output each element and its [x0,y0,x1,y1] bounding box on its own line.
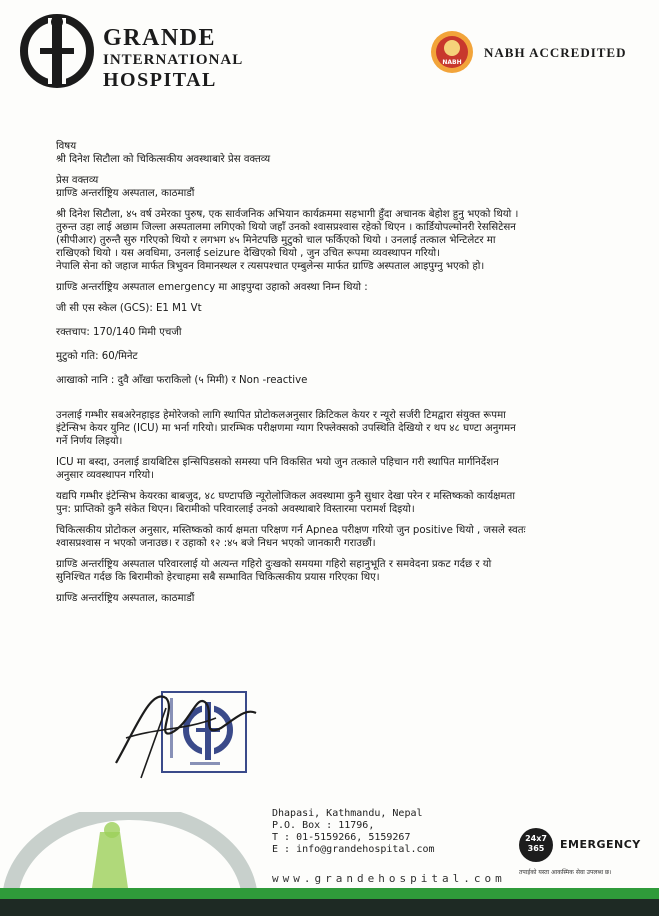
paragraph-2: ग्राण्डि अन्तर्राष्ट्रिय अस्पताल emergency मा आइपुग्दा उहाको अवस्था निम्न थियो : [56,282,368,293]
paragraph-line: यद्यपि गम्भीर इंटेन्सिभ केयरका बाबजुद, ४८ घण्टापछि न्यूरोलोजिकल अवस्थामा कुनै सुधार देखा परेन र मस्तिष्कको कार्यक्षमता [56,491,515,502]
heart-rate-line: मुटुको गति: 60/मिनेट [56,351,138,362]
paragraph-1 [56,208,616,273]
paragraph-7 [56,558,616,584]
paragraph-line: चिकित्सकीय प्रोटोकल अनुसार, मस्तिष्कको कार्य क्षमता परिक्षण गर्न Apnea परीक्षण गरियो जुन positive थियो , जसले स्वतः [56,525,526,536]
brand-line-3: HOSPITAL [103,69,217,91]
brand-line-1: GRANDE [103,25,217,51]
paragraph-line: अनुसार व्यवस्थापन गरियो। [56,470,154,481]
issuer-line: ग्राण्डि अन्तर्राष्ट्रिय अस्पताल, काठमाडौं [56,188,195,199]
paragraph-line: नेपालि सेना को जहाज मार्फत त्रिभुवन विमानस्थल र त्यसपश्चात एम्बुलेन्स मार्फत ग्राण्डि अस्पताल आइपुग्नु भएको हो। [56,261,485,272]
address-line: Dhapasi, Kathmandu, Nepal [272,808,423,819]
footer-address-block [272,808,435,856]
footer-green-band [0,888,659,899]
letter-body [56,140,616,613]
phone-line: T : 01-5159266, 5159267 [272,832,411,843]
website-link[interactable]: www.grandehospital.com [272,872,506,885]
paragraph-line: राखिएको थियो । यस अवधिमा, उनलाई seizure देखिएको थियो , जुन उचित रूपमा व्यवस्थापन गरियो। [56,248,441,259]
badge-top-text: 24x7 [525,834,547,843]
emergency-label: EMERGENCY [560,838,641,851]
badge-bottom-text: 365 [527,844,545,853]
bp-line: रक्तचाप: 170/140 मिमी एचजी [56,327,182,338]
gcs-line: जी सी एस स्केल (GCS): E1 M1 Vt [56,303,202,314]
paragraph-line: (सीपीआर) तुरुन्तै सुरु गरिएको थियो र लगभग ४५ मिनेटपछि मुटुको चाल फर्किएको थियो । उनलाई तत्काल भेन्टिलेटर मा [56,235,496,246]
paragraph-3 [56,409,616,448]
closing-line: ग्राण्डि अन्तर्राष्ट्रिय अस्पताल, काठमाडौं [56,593,195,604]
po-box-line: P.O. Box : 11796, [272,820,375,831]
paragraph-4 [56,456,616,482]
paragraph-line: श्वासप्रश्वास न भएको जनाउछ। र उहाको १२ :४५ बजे निधन भएको जानकारी गराउछौं। [56,538,376,549]
brand-line-2: INTERNATIONAL [103,52,244,68]
emergency-badge [519,828,553,862]
grande-logo-icon [20,14,94,88]
paragraph-line: सुनिश्चित गर्दछ कि बिरामीको हेरचाहमा सबै सम्भावित चिकित्सकीय प्रयास गरिएका थिए। [56,572,380,583]
paragraph-line: तुरुन्त उहा लाई अछाम जिल्ला अस्पतालमा लगिएको थियो जहाँ उनको श्वासप्रश्वास रहेको थिएन । कार्डियोपल्मोनरी रेससिटेसन [56,222,516,233]
footer-dark-band [0,899,659,916]
subject-line: श्री दिनेश सिटौला को चिकित्सकीय अवस्थाबारे प्रेस वक्तव्य [56,154,271,165]
paragraph-line: उनलाई गम्भीर सबअरेनहाइड हेमोरेजको लागि स्थापित प्रोटोकलअनुसार क्रिटिकल केयर र न्यूरो सर्जरी टिमद्वारा संयुक्त रूपमा [56,410,506,421]
paragraph-line: इंटेन्सिभ केयर युनिट (ICU) मा भर्ना गरियो। प्रारम्भिक परीक्षणमा ग्याग रिफ्लेक्सको उपस्थिति देखियो र थप ४८ घण्टा अनुगमन [56,423,516,434]
brand-name [103,26,243,90]
paragraph-line: गर्ने निर्णय लिइयो। [56,436,123,447]
subject-label: विषय [56,141,77,152]
paragraph-line: ICU मा बस्दा, उनलाई डायबिटिस इन्सिपिडसको समस्या पनि विकसित भयो जुन तत्काले पहिचान गरी स्थापित मार्गनिर्देशन [56,457,499,468]
paragraph-line: श्री दिनेश सिटौला, ४५ वर्ष उमेरका पुरुष, एक सार्वजनिक अभियान कार्यक्रममा सहभागी हुँदा अचानक बेहोश हुनु भएको थियो । [56,209,519,220]
pupil-line: आखाको नानि : दुवै आँखा फराकिलो (५ मिमी) र Non -reactive [56,375,308,386]
nabh-seal-icon [430,30,474,74]
paragraph-line: ग्राण्डि अन्तर्राष्ट्रिय अस्पताल परिवारलाई यो अत्यन्त गहिरो दुःखको समयमा गहिरो सहानुभूति र समवेदना प्रकट गर्दछ र यो [56,559,492,570]
paragraph-5 [56,490,616,516]
emergency-tagline: तपाईको यस्ता आकस्मिक सेवा उपलब्ध छ। [519,869,612,876]
press-label: प्रेस वक्तव्य [56,175,99,186]
paragraph-line: पुन: प्राप्तिको कुनै संकेत थिएन। बिरामीको परिवारलाई उनको अवस्थाबारे विस्तारमा परामर्श दिइयो। [56,504,415,515]
signature-icon [96,668,276,788]
email-line: E : info@grandehospital.com [272,844,435,855]
paragraph-6 [56,524,616,550]
accreditation-label: NABH ACCREDITED [484,45,627,60]
nabh-seal-text: NABH [442,59,462,66]
